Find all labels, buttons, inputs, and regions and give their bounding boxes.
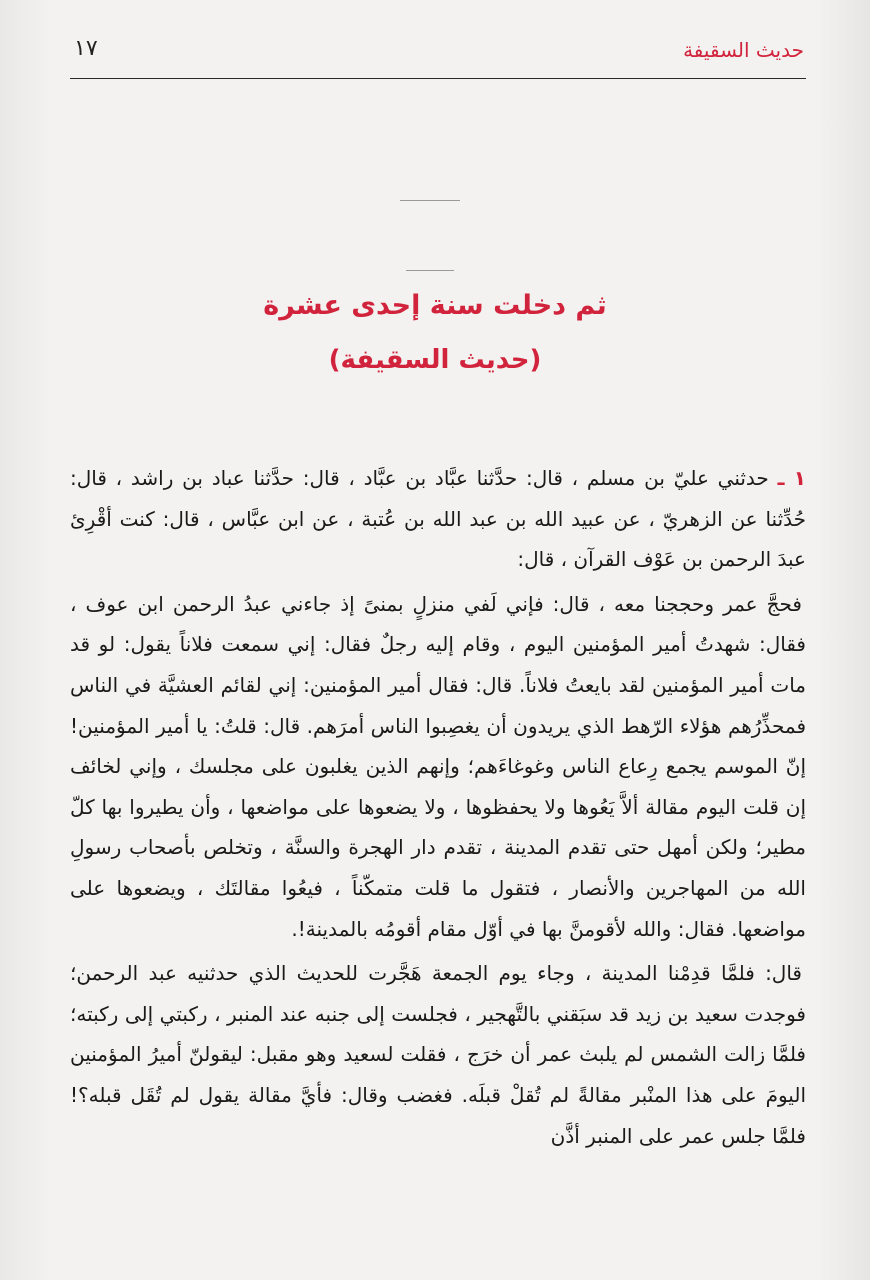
page-number: ١٧ [74,36,98,61]
page-header [70,30,806,79]
ornament-line [400,200,460,203]
chapter-title: ثم دخلت سنة إحدى عشرة [263,290,607,321]
paragraph [70,584,806,949]
item-number: ١ ـ [777,466,807,490]
paragraph-text: قال: فلمَّا قدِمْنا المدينة ، وجاء يوم الجمعة هَجَّرت للحديث الذي حدثنيه عبد الرحمن؛ فوجدت سعيد بن زيد قد سبَقني بالتَّهجير ، فجلست إلى جنبه عند المنبر ، ركبتي إلى ركبته؛ فلمَّا زالت الشمس لم يلبث عمر أن خرَج ، فقلت لسعيد وهو مقبل: ليقولنّ أميرُ المؤمنين اليومَ على هذا المنْبر مقالةً لم تُقلْ قبلَه. فغضب وقال: فأيَّ مقالة يقول لم تُقَل قبله؟! فلمَّا جلس عمر على المنبر أذَّن [70,961,806,1148]
paragraph [70,953,806,1156]
ornament-line [406,270,454,273]
body-text [70,458,806,1160]
paragraph-text: حدثني عليّ بن مسلم ، قال: حدَّثنا عبَّاد بن عبَّاد ، قال: حدَّثنا عباد بن راشد ، قال: حُدِّثنا عن الزهريّ ، عن عبيد الله بن عبد الله بن عُتبة ، عن ابن عبَّاس ، قال: كنت أقْرِئ عبدَ الرحمن بن عَوْف القرآن ، قال: [70,466,806,572]
paragraph-text: فحجَّ عمر وحججنا معه ، قال: فإني لَفي منزلٍ بمنىً إذ جاءني عبدُ الرحمن ابن عوف ، فقال: شهدتُ أمير المؤمنين اليوم ، وقام إليه رجلٌ فقال: إني سمعت فلاناً يقول: لو قد مات أمير المؤمنين لقد بايعتُ فلاناً. قال: فقال أمير المؤمنين: إني لقائم العشيَّة في الناس فمحذِّرُهم هؤلاء الرّهط الذي يريدون أن يغصِبوا الناس أمرَهم. قال: قلتُ: يا أمير المؤمنين! إنّ الموسم يجمع رِعاع الناس وغوغاءَهم؛ وإنهم الذين يغلبون على مجلسك ، وإني لخائف إن قلت اليوم مقالة ألاَّ يَعُوها ولا يحفظوها ، ولا يضعوها على مواضعها ، وأن يطيروا بها كلّ مطير؛ ولكن أمهل حتى تقدم المدينة ، تقدم دار الهجرة والسنَّة ، وتخلص بأصحاب رسولِ الله من المهاجرين والأنصار ، فتقول ما قلت متمكّناً ، فيعُوا مقالتَك ، ويضعوها على مواضعها. فقال: والله لأقومنَّ بها في أوّل مقام أقومُه بالمدينة!. [70,591,806,941]
running-head: حديث السقيفة [683,38,804,62]
paragraph [70,458,806,580]
chapter-subtitle: (حديث السقيفة) [328,345,542,375]
